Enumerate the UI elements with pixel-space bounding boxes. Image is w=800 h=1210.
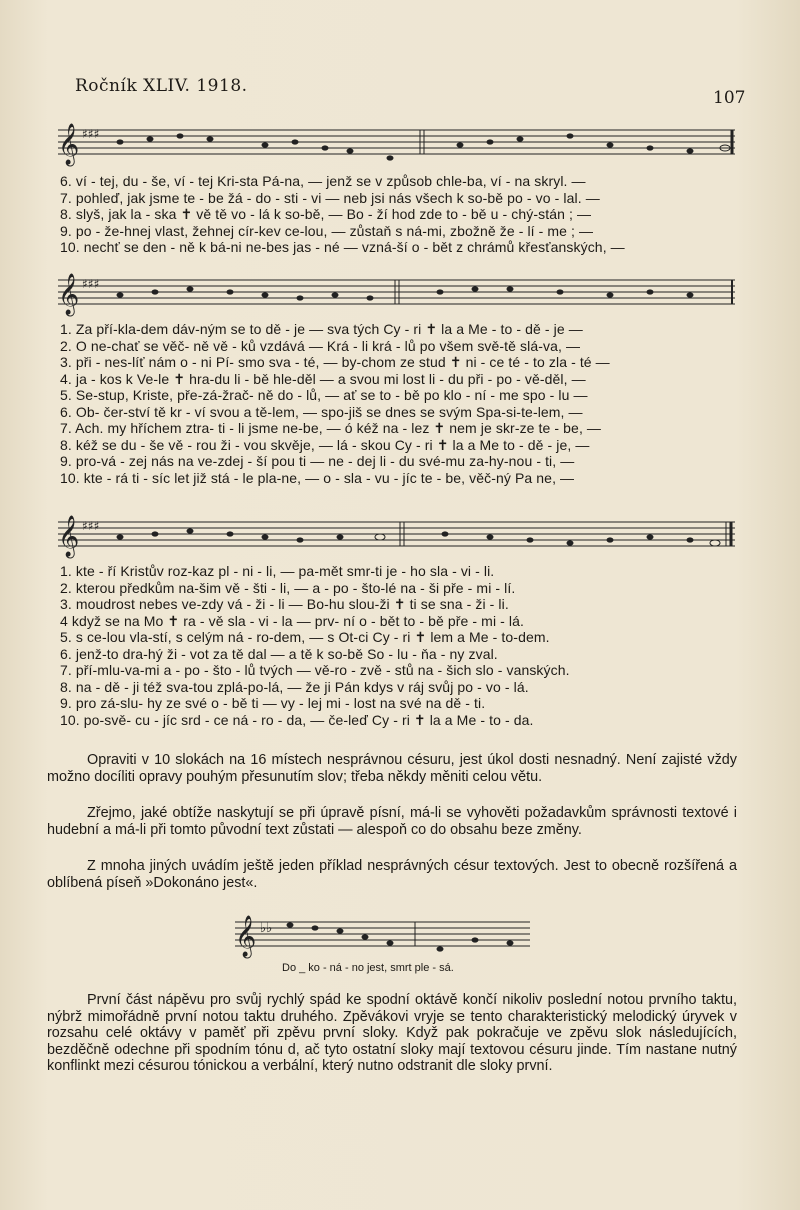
verse-line: 7. pří-mlu-va-mi a - po - što - lů tvých — vě-ro - zvě - stů na - šich slo - vanských.	[60, 662, 570, 678]
paragraph-2	[47, 805, 737, 838]
svg-text:𝄞: 𝄞	[58, 124, 80, 165]
verse-line: 5. s ce-lou vla-stí, s celým ná - ro-dem, — s Ot-ci Cy - ri ✝ lem a Me - to-dem.	[60, 629, 550, 645]
paragraph-text: Zřejmo, jaké obtíže naskytují se při úpravě písní, má-li se vyhověti požadavkům správnosti textové i hudební a má-li při tomto původní text zůstati — alespoň co do obsahu beze změny.	[47, 805, 737, 838]
page-number: 107	[713, 88, 746, 108]
verse-line: 7. Ach. my hříchem ztra- ti - li jsme ne-be, — ó kéž na - lez ✝ nem je skr-ze te - be, —	[60, 420, 602, 436]
verse-line: 9. pro-vá - zej nás na ve-zdej - ší pou ti — ne - dej li - du své-mu za-hy-nou - ti, —	[60, 453, 575, 469]
svg-text:𝄞: 𝄞	[235, 916, 257, 957]
music-staff-1	[50, 118, 740, 178]
svg-text:𝄞: 𝄞	[58, 516, 80, 557]
verse-line: 4. ja - kos k Ve-le ✝ hra-du li - bě hle-děl — a svou mi lost li - du při - po - vě-děl, —	[60, 370, 586, 387]
verse-line: 6. ví - tej, du - še, ví - tej Kri-sta Pá-na, — jenž se v způsob chle-ba, ví - na skryl. —	[60, 173, 586, 189]
verse-line: 8. na - dě - ji též sva-tou zplá-po-lá, — že ji Pán kdys v ráj svůj po - vo - lá.	[60, 678, 529, 695]
verse-line: 5. Se-stup, Kriste, pře-zá-žrač- ně do - lů, — ať se to - bě po klo - ní - me spo - lu —	[60, 387, 588, 403]
verse-line: 10. po-svě- cu - jíc srd - ce ná - ro - da, — če-leď Cy - ri ✝ la a Me - to - da.	[60, 711, 534, 728]
verse-line: 6. jenž-to dra-hý ži - vot za tě dal — a tě k so-bě So - lu - ňa - ny zval.	[60, 645, 498, 662]
paragraph-text: Z mnoha jiných uvádím ještě jeden příklad nesprávných césur textových. Jest to obecně rozšířená a oblíbená píseň »Dokonáno jest«.	[47, 858, 737, 891]
svg-text:𝄞: 𝄞	[58, 274, 80, 315]
verse-line: 10. kte - rá ti - síc let již stá - le pla-ne, — o - sla - vu - jíc te - be, věč-ný Pa ne, —	[60, 469, 575, 486]
verse-line: 9. pro zá-slu- hy ze své o - bě ti — vy - lej mi - lost na své na dě - ti.	[60, 695, 486, 711]
example-notes	[287, 922, 514, 951]
staff3-notes	[117, 528, 721, 546]
paragraph-4	[47, 992, 737, 1075]
svg-text:♭♭: ♭♭	[260, 921, 273, 936]
paragraph-text: První část nápěvu pro svůj rychlý spád ke spodní oktávě končí nikoliv poslední notou prvního taktu, nýbrž mimořádně první notou taktu druhého. Zpěvákovi vryje se tento charakteristický melodický úryvek v rozsahu celé oktávy v paměť při zpěvu první sloky. Když pak pokračuje ve zpěvu slok následujících, bezděčně odechne při spodním tónu d, ač tyto ostatní sloky mají textovou césuru jinde. Tím nastane nutný konflinkt mezi césurou tónickou a verbální, který nutno odstranit dle sloky první.	[47, 992, 737, 1074]
verses-1-10-part1	[60, 321, 610, 486]
verse-line: 10. nechť se den - ně k bá-ni ne-bes jas - né — vzná-ší o - bět z chrámů křesťanských, —	[60, 239, 625, 255]
verse-line: 1. Za pří-kla-dem dáv-ným se to dě - je — sva tých Cy - ri ✝ la a Me - to - dě - je —	[60, 321, 583, 337]
staff1-notes	[117, 133, 731, 160]
music-staff-3	[50, 510, 740, 565]
verse-line: 8. slyš, jak la - ska ✝ vě tě vo - lá k so-bě, — Bo - ží hod zde to - bě u - chý-stán ; —	[60, 206, 592, 222]
verses-6-10	[60, 173, 625, 256]
music-staff-2	[50, 268, 740, 323]
verse-line: 9. po - že-hnej vlast, žehnej cír-kev ce-lou, — zůstaň s ná-mi, zbožně že - lí - me ; —	[60, 222, 594, 239]
verses-1-10-part2	[60, 563, 570, 728]
paragraph-1	[47, 752, 737, 785]
verse-line: 3. při - nes-líť nám o - ni Pí- smo sva - té, — by-chom ze stud ✝ ni - ce té - to zla - té —	[60, 354, 610, 370]
verse-line: 2. kterou předkům na-šim vě - šti - li, — a - po - što-lé na - ši pře - mi - lí.	[60, 579, 516, 596]
verse-line: 3. moudrost nebes ve-zdy vá - ži - li — Bo-hu slou-ži ✝ ti se sna - ži - li.	[60, 596, 509, 612]
verse-line: 8. kéž se du - še vě - rou ži - vou skvěje, — lá - skou Cy - ri ✝ la a Me to - dě - je, —	[60, 436, 590, 453]
svg-text:♯♯♯: ♯♯♯	[82, 519, 100, 533]
verse-line: 2. O ne-chať se věč- ně vě - ků vzdává — Krá - li krá - lů po všem svě-tě slá-va, —	[60, 337, 581, 354]
svg-text:♯♯♯: ♯♯♯	[82, 127, 100, 141]
verse-line: 6. Ob- čer-ství tě kr - ví svou a tě-lem, — spo-jiš se dnes se svým Spa-si-te-lem, —	[60, 403, 583, 420]
svg-text:♯♯♯: ♯♯♯	[82, 277, 100, 291]
verse-line: 7. pohleď, jak jsme te - be žá - do - sti - vi — neb jsi nás všech k so-bě po - vo - lal. —	[60, 189, 600, 206]
verse-line: 4 když se na Mo ✝ ra - vě sla - vi - la — prv- ní o - bět to - bě pře - mi - lá.	[60, 612, 524, 629]
journal-volume-header: Ročník XLIV. 1918.	[75, 76, 248, 96]
paragraph-3	[47, 858, 737, 891]
example-lyric: Do _ ko - ná - no jest, smrt ple - sá.	[282, 962, 454, 974]
music-staff-example	[230, 910, 540, 960]
verse-line: 1. kte - ří Kristův roz-kaz pl - ni - li, — pa-mět smr-ti je - ho sla - vi - li.	[60, 563, 495, 579]
paragraph-text: Opraviti v 10 slokách na 16 místech nesprávnou césuru, jest úkol dosti nesnadný. Není zajisté vždy možno docíliti opravy pouhým přesunutím slov; třeba někdy měniti celou větu.	[47, 752, 737, 785]
